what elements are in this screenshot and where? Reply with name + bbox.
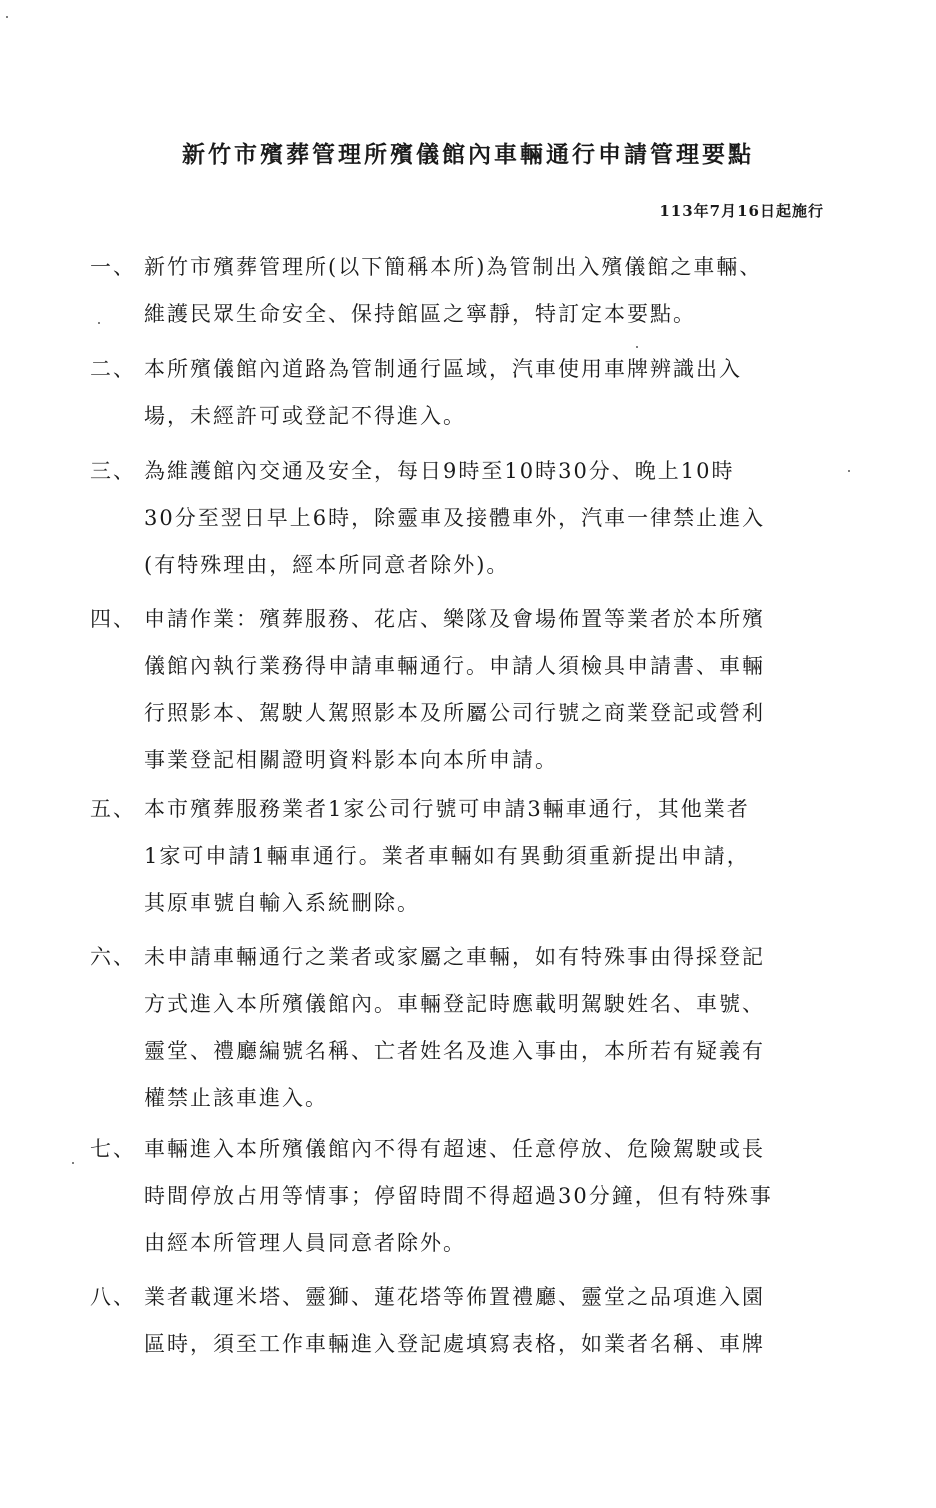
article-line: 未申請車輛通行之業者或家屬之車輛，如有特殊事由得採登記 (144, 945, 765, 969)
article-line: 行照影本、駕駛人駕照影本及所屬公司行號之商業登記或營利 (144, 701, 765, 725)
article-line: 事業登記相關證明資料影本向本所申請。 (144, 748, 558, 772)
article-line: 車輛進入本所殯儀館內不得有超速、任意停放、危險駕駛或長 (144, 1137, 765, 1161)
article-8 (90, 1274, 840, 1368)
article-line: 維護民眾生命安全、保持館區之寧靜，特訂定本要點。 (144, 302, 696, 326)
effective-date: 113年7月16日起施行 (659, 202, 824, 220)
article-line: 時間停放占用等情事；停留時間不得超過30分鐘，但有特殊事 (144, 1184, 773, 1208)
article-number: 一、 (90, 255, 136, 279)
article-number: 四、 (90, 607, 136, 631)
article-2 (90, 346, 840, 440)
article-number: 六、 (90, 945, 136, 969)
article-line: 30分至翌日早上6時，除靈車及接體車外，汽車一律禁止進入 (144, 506, 766, 530)
article-line: 方式進入本所殯儀館內。車輛登記時應載明駕駛姓名、車號、 (144, 992, 765, 1016)
article-line: 其原車號自輸入系統刪除。 (144, 891, 420, 915)
article-line: (有特殊理由，經本所同意者除外)。 (144, 553, 510, 577)
article-line: 新竹市殯葬管理所(以下簡稱本所)為管制出入殯儀館之車輛、 (144, 255, 763, 279)
article-number: 七、 (90, 1137, 136, 1161)
scan-speck (848, 470, 850, 472)
article-line: 區時，須至工作車輛進入登記處填寫表格，如業者名稱、車牌 (144, 1332, 765, 1356)
article-line: 申請作業：殯葬服務、花店、樂隊及會場佈置等業者於本所殯 (144, 607, 765, 631)
article-line: 靈堂、禮廳編號名稱、亡者姓名及進入事由，本所若有疑義有 (144, 1039, 765, 1063)
article-line: 為維護館內交通及安全，每日9時至10時30分、晚上10時 (144, 459, 735, 483)
article-line: 儀館內執行業務得申請車輛通行。申請人須檢具申請書、車輛 (144, 654, 765, 678)
article-4 (90, 596, 840, 784)
article-number: 二、 (90, 357, 136, 381)
scan-speck (72, 1162, 74, 1164)
article-line: 場，未經許可或登記不得進入。 (144, 404, 466, 428)
article-line: 業者載運米塔、靈獅、蓮花塔等佈置禮廳、靈堂之品項進入園 (144, 1285, 765, 1309)
article-5 (90, 786, 840, 927)
article-line: 本所殯儀館內道路為管制通行區域，汽車使用車牌辨識出入 (144, 357, 742, 381)
article-number: 五、 (90, 797, 136, 821)
article-number: 八、 (90, 1285, 136, 1309)
article-number: 三、 (90, 459, 136, 483)
article-3 (90, 448, 840, 589)
article-line: 權禁止該車進入。 (144, 1086, 328, 1110)
scan-speck (6, 16, 8, 18)
article-1 (90, 244, 840, 338)
article-line: 由經本所管理人員同意者除外。 (144, 1231, 466, 1255)
article-7 (90, 1126, 840, 1267)
article-line: 1家可申請1輛車通行。業者車輛如有異動須重新提出申請， (144, 844, 750, 868)
document-title: 新竹市殯葬管理所殯儀館內車輛通行申請管理要點 (182, 141, 754, 168)
article-6 (90, 934, 840, 1122)
article-line: 本市殯葬服務業者1家公司行號可申請3輛車通行，其他業者 (144, 797, 750, 821)
